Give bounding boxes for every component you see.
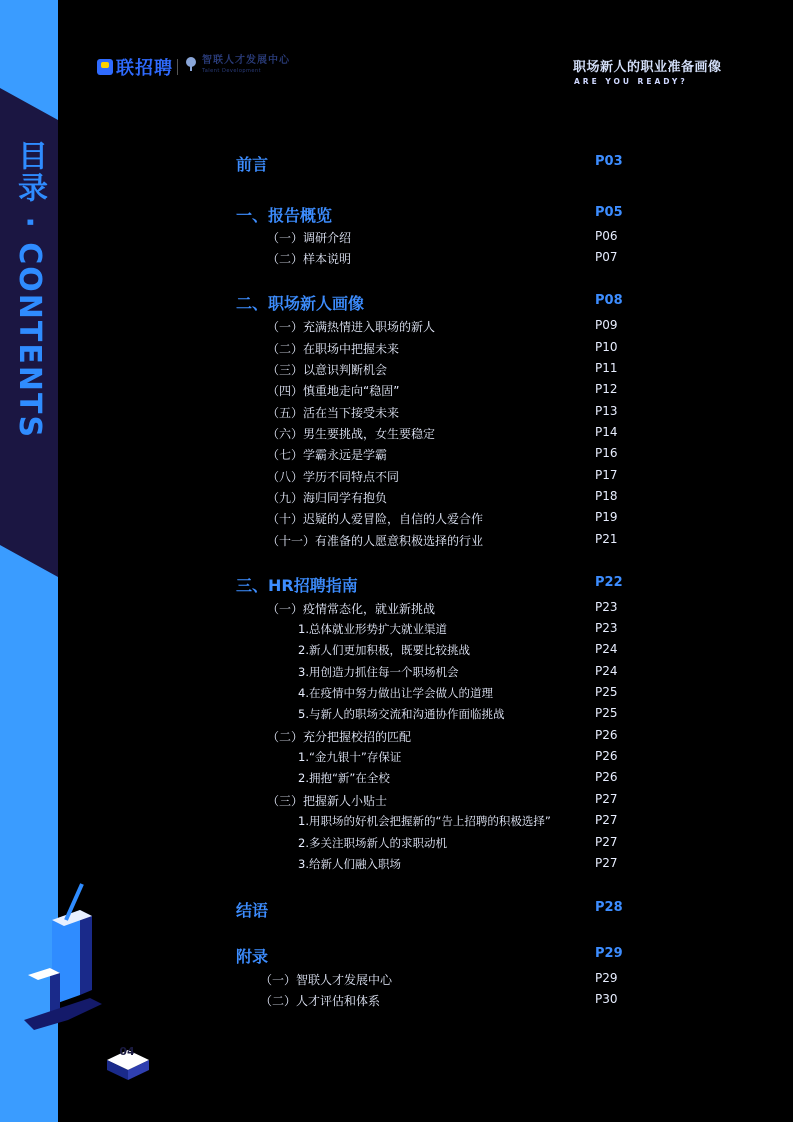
toc-entry-page: P24 [595, 664, 618, 678]
toc-entry-page: P11 [595, 361, 618, 375]
toc-entry-page: P23 [595, 600, 618, 614]
toc-entry-page: P26 [595, 770, 618, 784]
toc-entry-page: P27 [595, 792, 618, 806]
toc-entry-title: （二）样本说明 [267, 252, 352, 266]
report-subtitle: ARE YOU READY? [574, 77, 688, 86]
toc-entry-title: （二）人才评估和体系 [260, 994, 381, 1008]
toc-entry-page: P27 [595, 835, 618, 849]
toc-entry-page: P05 [595, 205, 623, 220]
toc-entry-title: （七）学霸永远是学霸 [267, 448, 388, 462]
talent-center-name-en: Talent Development [202, 68, 262, 74]
toc-entry-title: （二）充分把握校招的匹配 [267, 730, 412, 744]
zhaopin-logo-text: 联招聘 [116, 58, 173, 79]
toc-entry-page: P09 [595, 318, 618, 332]
toc-entry-page: P12 [595, 382, 618, 396]
toc-entry-page: P17 [595, 468, 618, 482]
sidebar-title: 目录 · CONTENTS [12, 140, 47, 440]
toc-entry-page: P08 [595, 293, 623, 308]
toc-entry-title: 3.给新人们融入职场 [298, 857, 401, 871]
toc-entry-title: 结语 [236, 901, 269, 920]
toc-entry-title: （一）智联人才发展中心 [260, 973, 393, 987]
report-title: 职场新人的职业准备画像 [573, 60, 722, 75]
toc-entry-title: （一）充满热情进入职场的新人 [267, 320, 436, 334]
page-number: 04 [119, 1045, 135, 1058]
toc-entry-title: 4.在疫情中努力做出让学会做人的道理 [298, 686, 493, 700]
toc-entry-title: 2.多关注职场新人的求职动机 [298, 836, 447, 850]
toc-entry-page: P26 [595, 728, 618, 742]
toc-entry-title: （八）学历不同特点不同 [267, 470, 400, 484]
toc-entry-page: P19 [595, 510, 618, 524]
toc-entry-page: P13 [595, 404, 618, 418]
toc-entry-page: P21 [595, 532, 618, 546]
toc-entry-title: 3.用创造力抓住每一个职场机会 [298, 665, 459, 679]
toc-entry-page: P07 [595, 250, 618, 264]
toc-entry-title: 二、职场新人画像 [236, 294, 365, 313]
toc-entry-page: P26 [595, 749, 618, 763]
toc-entry-page: P16 [595, 446, 618, 460]
toc-entry-page: P29 [595, 946, 623, 961]
toc-entry-title: （一）疫情常态化，就业新挑战 [267, 602, 436, 616]
toc-entry-title: 5.与新人的职场交流和沟通协作面临挑战 [298, 707, 505, 721]
toc-entry-title: （五）活在当下接受未来 [267, 406, 400, 420]
toc-entry-page: P25 [595, 706, 618, 720]
toc-entry-title: （十一）有准备的人愿意积极选择的行业 [267, 534, 484, 548]
toc-entry-page: P10 [595, 340, 618, 354]
toc-entry-page: P30 [595, 992, 618, 1006]
toc-entry-title: （十）迟疑的人爱冒险，自信的人爱合作 [267, 512, 484, 526]
toc-entry-title: 前言 [236, 155, 269, 174]
toc-entry-page: P27 [595, 813, 618, 827]
toc-entry-title: 2.拥抱“新”在全校 [298, 771, 390, 785]
toc-entry-title: 1.总体就业形势扩大就业渠道 [298, 622, 447, 636]
toc-entry-title: （三）把握新人小贴士 [267, 794, 388, 808]
toc-entry-page: P14 [595, 425, 618, 439]
talent-center-name: 智联人才发展中心 [202, 55, 290, 66]
toc-entry-page: P29 [595, 971, 618, 985]
toc-entry-title: 三、HR招聘指南 [236, 576, 358, 595]
toc-entry-page: P24 [595, 642, 618, 656]
toc-entry-title: 一、报告概览 [236, 206, 333, 225]
toc-entry-title: （四）慎重地走向“稳固” [267, 384, 400, 398]
toc-entry-page: P25 [595, 685, 618, 699]
toc-entry-page: P28 [595, 900, 623, 915]
toc-entry-title: 附录 [236, 947, 269, 966]
toc-entry-page: P18 [595, 489, 618, 503]
toc-entry-title: （六）男生要挑战，女生要稳定 [267, 427, 436, 441]
building-illustration [20, 880, 110, 1030]
toc-entry-title: （一）调研介绍 [267, 231, 352, 245]
toc-entry-page: P27 [595, 856, 618, 870]
toc-entry-title: 1.用职场的好机会把握新的“告上招聘的积极选择” [298, 814, 551, 828]
toc-entry-page: P23 [595, 621, 618, 635]
toc-entry-page: P03 [595, 154, 623, 169]
toc-entry-title: （二）在职场中把握未来 [267, 342, 400, 356]
toc-entry-page: P06 [595, 229, 618, 243]
toc-entry-page: P22 [595, 575, 623, 590]
toc-entry-title: （九）海归同学有抱负 [267, 491, 388, 505]
toc-entry-title: 2.新人们更加积极，既要比较挑战 [298, 643, 470, 657]
toc-entry-title: 1.“金九银十”存保证 [298, 750, 402, 764]
toc-entry-title: （三）以意识判断机会 [267, 363, 388, 377]
